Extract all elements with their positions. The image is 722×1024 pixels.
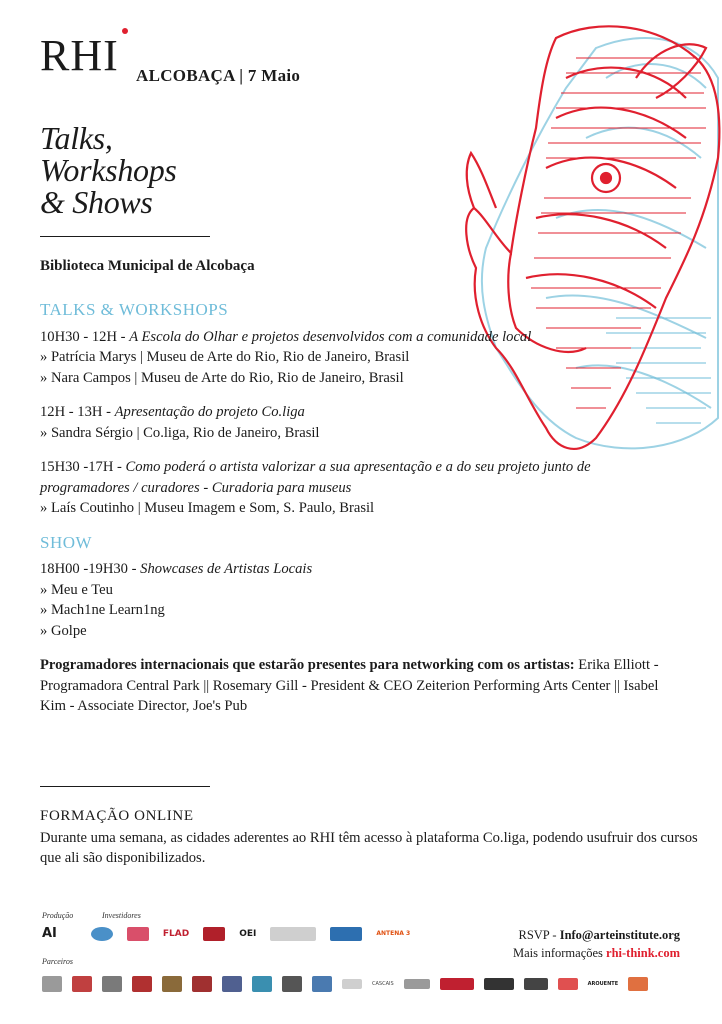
investor-logo — [91, 927, 113, 941]
show-act: » Golpe — [40, 622, 87, 639]
investor-logo — [270, 927, 316, 941]
investidores-label: Investidores — [102, 911, 141, 920]
investor-logo — [127, 927, 149, 941]
talk-item — [40, 402, 680, 443]
investor-logo — [330, 927, 362, 941]
talk-time: 12H - 13H — [40, 404, 103, 420]
online-training-text: Durante uma semana, as cidades aderentes ao RHI têm acesso à plataforma Co.liga, podendo usufruir dos cursos que ali são disponibilizados. — [40, 830, 698, 866]
partner-logo — [72, 976, 92, 992]
partner-logo — [192, 976, 212, 992]
partner-logo — [312, 976, 332, 992]
divider — [40, 786, 210, 787]
talk-item — [40, 327, 680, 389]
talk-separator: - — [117, 328, 130, 345]
online-training-heading: FORMAÇÃO ONLINE — [40, 808, 194, 824]
talk-title: Apresentação do projeto Co.liga — [114, 404, 305, 420]
program-content — [40, 300, 680, 717]
speaker: » Sandra Sérgio | Co.liga, Rio de Janeiro, Brasil — [40, 424, 320, 441]
partner-logo — [524, 978, 548, 990]
show-separator: - — [127, 561, 141, 577]
show-act: » Mach1ne Learn1ng — [40, 602, 165, 618]
rsvp-prefix: RSVP - — [518, 928, 560, 942]
event-location-date: ALCOBAÇA | 7 Maio — [136, 66, 301, 85]
partner-logo — [132, 976, 152, 992]
programmers-lead: Programadores internacionais que estarão presentes para networking com os artistas: — [40, 657, 575, 673]
talk-time: 10H30 - 12H — [40, 328, 118, 345]
hero-line: Talks, — [40, 120, 113, 156]
talk-separator: - — [102, 404, 115, 420]
sponsor-logos — [42, 926, 410, 941]
partner-logo — [282, 976, 302, 992]
website-link[interactable]: rhi-think.com — [606, 946, 680, 960]
rsvp-email-link[interactable]: Info@arteinstitute.org — [559, 928, 680, 942]
speaker: » Nara Campos | Museu de Arte do Rio, Rio de Janeiro, Brasil — [40, 369, 404, 386]
partner-logo: CASCAIS — [372, 981, 394, 987]
partner-logos — [42, 976, 648, 992]
production-logo: AI — [42, 926, 57, 941]
divider — [40, 236, 210, 237]
partner-logo — [484, 978, 514, 990]
talk-separator: - — [113, 459, 126, 475]
show-time: 18H00 -19H30 — [40, 561, 128, 577]
partner-logo — [342, 979, 362, 989]
more-info-prefix: Mais informações — [513, 946, 607, 960]
investor-logo: OEI — [239, 928, 257, 939]
partner-logo — [42, 976, 62, 992]
speaker: » Patrícia Marys | Museu de Arte do Rio, Rio de Janeiro, Brasil — [40, 349, 410, 365]
parceiros-label: Parceiros — [42, 957, 73, 966]
partner-logo: AROUENTE — [587, 981, 619, 987]
partner-logo — [162, 976, 182, 992]
hero-line: & Shows — [40, 184, 153, 220]
rsvp-block — [513, 926, 680, 962]
speaker: » Laís Coutinho | Museu Imagem e Som, S. Paulo, Brasil — [40, 500, 375, 516]
partner-logo — [252, 976, 272, 992]
show-item — [40, 559, 680, 641]
talk-title: A Escola do Olhar e projetos desenvolvidos com a comunidade local — [129, 328, 532, 345]
online-training — [40, 806, 700, 868]
partner-logo — [404, 979, 430, 989]
show-title: Showcases de Artistas Locais — [140, 561, 313, 577]
show-act: » Meu e Teu — [40, 581, 113, 598]
programmers-text: Erika Elliott - Programadora Central Park || Rosemary Gill - President & CEO Zeiterion Performing Arts Center || Isabel Kim - Associate Director, Joe's Pub — [40, 657, 659, 714]
logo-dot-icon — [122, 28, 128, 34]
partner-logo — [102, 976, 122, 992]
talk-title: Como poderá o artista valorizar a sua apresentação e a do seu projeto junto de programadores / curadores - Curadoria para museus — [40, 459, 591, 496]
partner-logo — [558, 978, 578, 990]
talk-time: 15H30 -17H — [40, 459, 114, 475]
partner-logo — [628, 977, 648, 991]
rhi-logo: RHI — [40, 34, 119, 78]
investor-logo: ANTENA 3 — [376, 930, 411, 937]
programmers-note — [40, 655, 680, 717]
hero-title — [40, 122, 177, 218]
show-heading: SHOW — [40, 532, 93, 552]
talks-heading: TALKS & WORKSHOPS — [40, 300, 229, 319]
venue-name: Biblioteca Municipal de Alcobaça — [40, 258, 255, 274]
producao-label: Produção — [42, 911, 74, 920]
investor-logo — [203, 927, 225, 941]
investor-logo: FLAD — [162, 928, 190, 939]
partner-logo — [222, 976, 242, 992]
partner-logo — [440, 978, 474, 990]
talk-item — [40, 457, 680, 519]
hero-line: Workshops — [40, 152, 177, 188]
